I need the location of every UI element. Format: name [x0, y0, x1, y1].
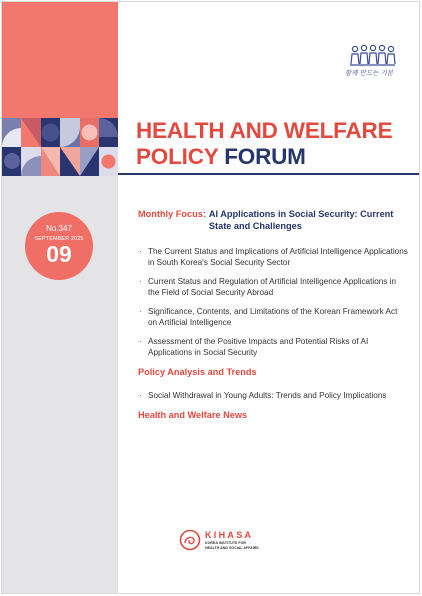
- list-item: · Current Status and Regulation of Artificial Intelligence Applications in the Field of Social Security Abroad: [138, 276, 408, 298]
- title-line-2: [136, 144, 392, 170]
- issue-big-number: 09: [46, 241, 72, 267]
- policy-analysis-heading: Policy Analysis and Trends: [138, 367, 257, 377]
- issue-month: SEPTEMBER 2025: [34, 236, 84, 242]
- list-item: · Significance, Contents, and Limitations of the Korean Framework Act on Artificial Intelligence: [138, 306, 408, 328]
- kihasa-emblem-icon: [179, 529, 201, 551]
- title-divider: [118, 173, 420, 175]
- publisher-name: KIHASA: [205, 530, 254, 540]
- monthly-focus-heading: [138, 208, 408, 232]
- journal-title: [136, 118, 392, 170]
- publisher-sub-line-1: KOREA INSTITUTE FOR: [205, 541, 246, 545]
- news-heading: Health and Welfare News: [138, 410, 248, 420]
- list-item: · Assessment of the Positive Impacts and Potential Risks of AI Applications in Social Security: [138, 336, 408, 358]
- monthly-focus-items: [138, 246, 408, 358]
- policy-analysis-items: [138, 390, 408, 401]
- salmon-block: [2, 2, 118, 118]
- title-line-1: HEALTH AND WELFARE: [136, 118, 393, 143]
- title-forum: FORUM: [224, 144, 306, 169]
- list-item: · The Current Status and Implications of Artificial Intelligence Applications in South Korea's Social Security Sector: [138, 246, 408, 268]
- monthly-focus-label: Monthly Focus:: [138, 209, 206, 219]
- publisher-sub-line-2: HEALTH AND SOCIAL AFFAIRS: [205, 546, 259, 550]
- list-item: · Social Withdrawal in Young Adults: Trends and Policy Implications: [138, 390, 408, 401]
- issue-number: No.347: [46, 224, 72, 233]
- monthly-focus-title: AI Applications in Social Security: Current State and Challenges: [208, 209, 394, 231]
- title-policy: POLICY: [136, 144, 219, 169]
- logo-caption: 함께 만드는 기분: [345, 69, 394, 77]
- cover-page: [1, 1, 420, 594]
- contents-list: [138, 208, 408, 421]
- publisher-full-name: [205, 541, 265, 551]
- geometric-mosaic: [2, 118, 118, 176]
- publisher-logo: [179, 529, 299, 559]
- issue-badge: [25, 212, 93, 280]
